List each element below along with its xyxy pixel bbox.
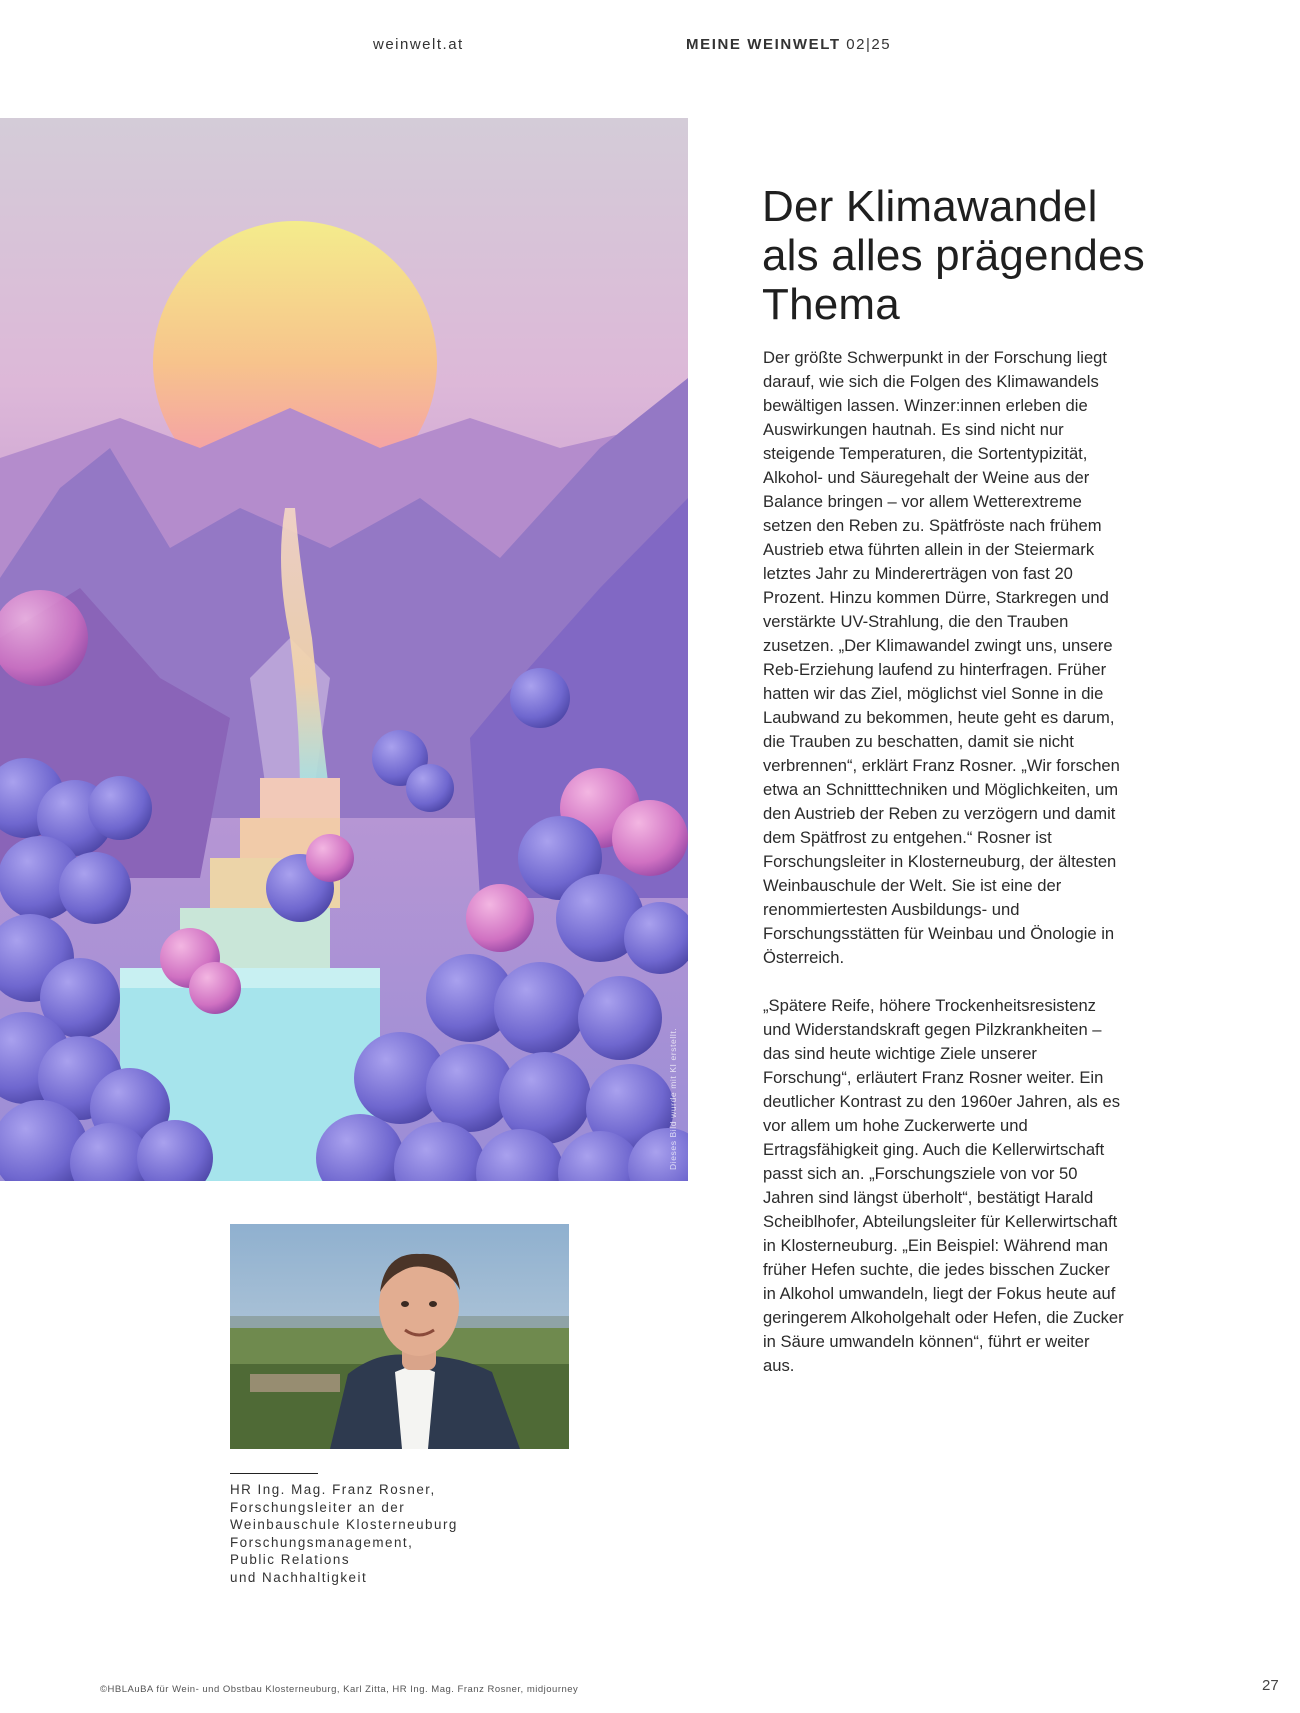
issue-number: 02|25 xyxy=(846,36,892,53)
magazine-title: MEINE WEINWELT xyxy=(686,36,841,53)
franz-rosner-portrait xyxy=(230,1224,569,1449)
portrait-caption xyxy=(230,1481,530,1587)
article-body xyxy=(763,346,1125,1378)
site-url: weinwelt.at xyxy=(373,36,464,53)
caption-line: Forschungsleiter an der xyxy=(230,1499,406,1515)
caption-line: Public Relations xyxy=(230,1552,351,1568)
body-paragraph: Der größte Schwerpunkt in der Forschung liegt darauf, wie sich die Folgen des Klimawandels bewältigen lassen. Winzer:innen erleben die Auswirkungen hautnah. Es sind nicht nur steigende Temperaturen, die Sortentypizität, Alkohol- und Säuregehalt der Weine aus der Balance bringen – vor allem Wetterextreme setzen den Reben zu. Spätfröste nach frühem Austrieb etwa führten allein in der Steiermark letztes Jahr zu Mindererträgen von fast 20 Prozent. Hinzu kommen Dürre, Starkregen und verstärkte UV-Strahlung, die den Trauben zusetzen. „Der Klimawandel zwingt uns, unsere Reb-Erziehung laufend zu hinterfragen. Früher hatten wir das Ziel, möglichst viel Sonne in die Laubwand zu bekommen, heute geht es darum, die Trauben zu beschatten, damit sie nicht verbrennen“, erklärt Franz Rosner. „Wir forschen etwa an Schnitttechniken und Möglichkeiten, um den Austrieb der Reben zu verzögern und damit dem Spätfrost zu entgehen.“ Rosner ist Forschungsleiter in Klosterneuburg, der ältesten Weinbauschule der Welt. Sie ist eine der renommiertesten Ausbildungs- und Forschungsstätten für Weinbau und Önologie in Österreich. xyxy=(763,348,1120,967)
ai-image-credit: Dieses Bild wurde mit KI erstellt. xyxy=(668,1027,678,1170)
caption-line: Forschungsmanagement, xyxy=(230,1534,414,1550)
page-number: 27 xyxy=(1262,1677,1279,1694)
headline-line: Thema xyxy=(762,280,900,329)
vineyard-sunset-image xyxy=(0,118,688,1181)
headline-line: Der Klimawandel xyxy=(762,182,1098,231)
caption-line: Weinbauschule Klosterneuburg xyxy=(230,1517,458,1533)
portrait-photo xyxy=(230,1224,569,1449)
magazine-issue xyxy=(686,36,891,53)
hero-illustration xyxy=(0,118,688,1181)
headline-line: als alles prägendes xyxy=(762,231,1145,280)
caption-rule xyxy=(230,1473,318,1474)
photo-credits: ©HBLAuBA für Wein- und Obstbau Klosterneuburg, Karl Zitta, HR Ing. Mag. Franz Rosner, midjourney xyxy=(100,1684,579,1695)
caption-line: und Nachhaltigkeit xyxy=(230,1569,368,1585)
body-paragraph: „Spätere Reife, höhere Trockenheitsresistenz und Widerstandskraft gegen Pilzkrankheiten – das sind heute wichtige Ziele unserer Forschung“, erläutert Franz Rosner weiter. Ein deutlicher Kontrast zu den 1960er Jahren, als es vor allem um hohe Zuckerwerte und Ertragsfähigkeit ging. Auch die Kellerwirtschaft passt sich an. „Forschungsziele von vor 50 Jahren sind längst überholt“, bestätigt Harald Scheiblhofer, Abteilungsleiter für Kellerwirtschaft in Klosterneuburg. „Ein Beispiel: Während man früher Hefen suchte, die jedes bisschen Zucker in Alkohol umwandeln, liegt der Fokus heute auf geringerem Alkoholgehalt oder Hefen, die Zucker in Säure umwandeln können“, führt er weiter aus. xyxy=(763,996,1124,1375)
caption-line: HR Ing. Mag. Franz Rosner, xyxy=(230,1482,436,1497)
article-headline xyxy=(762,182,1232,329)
